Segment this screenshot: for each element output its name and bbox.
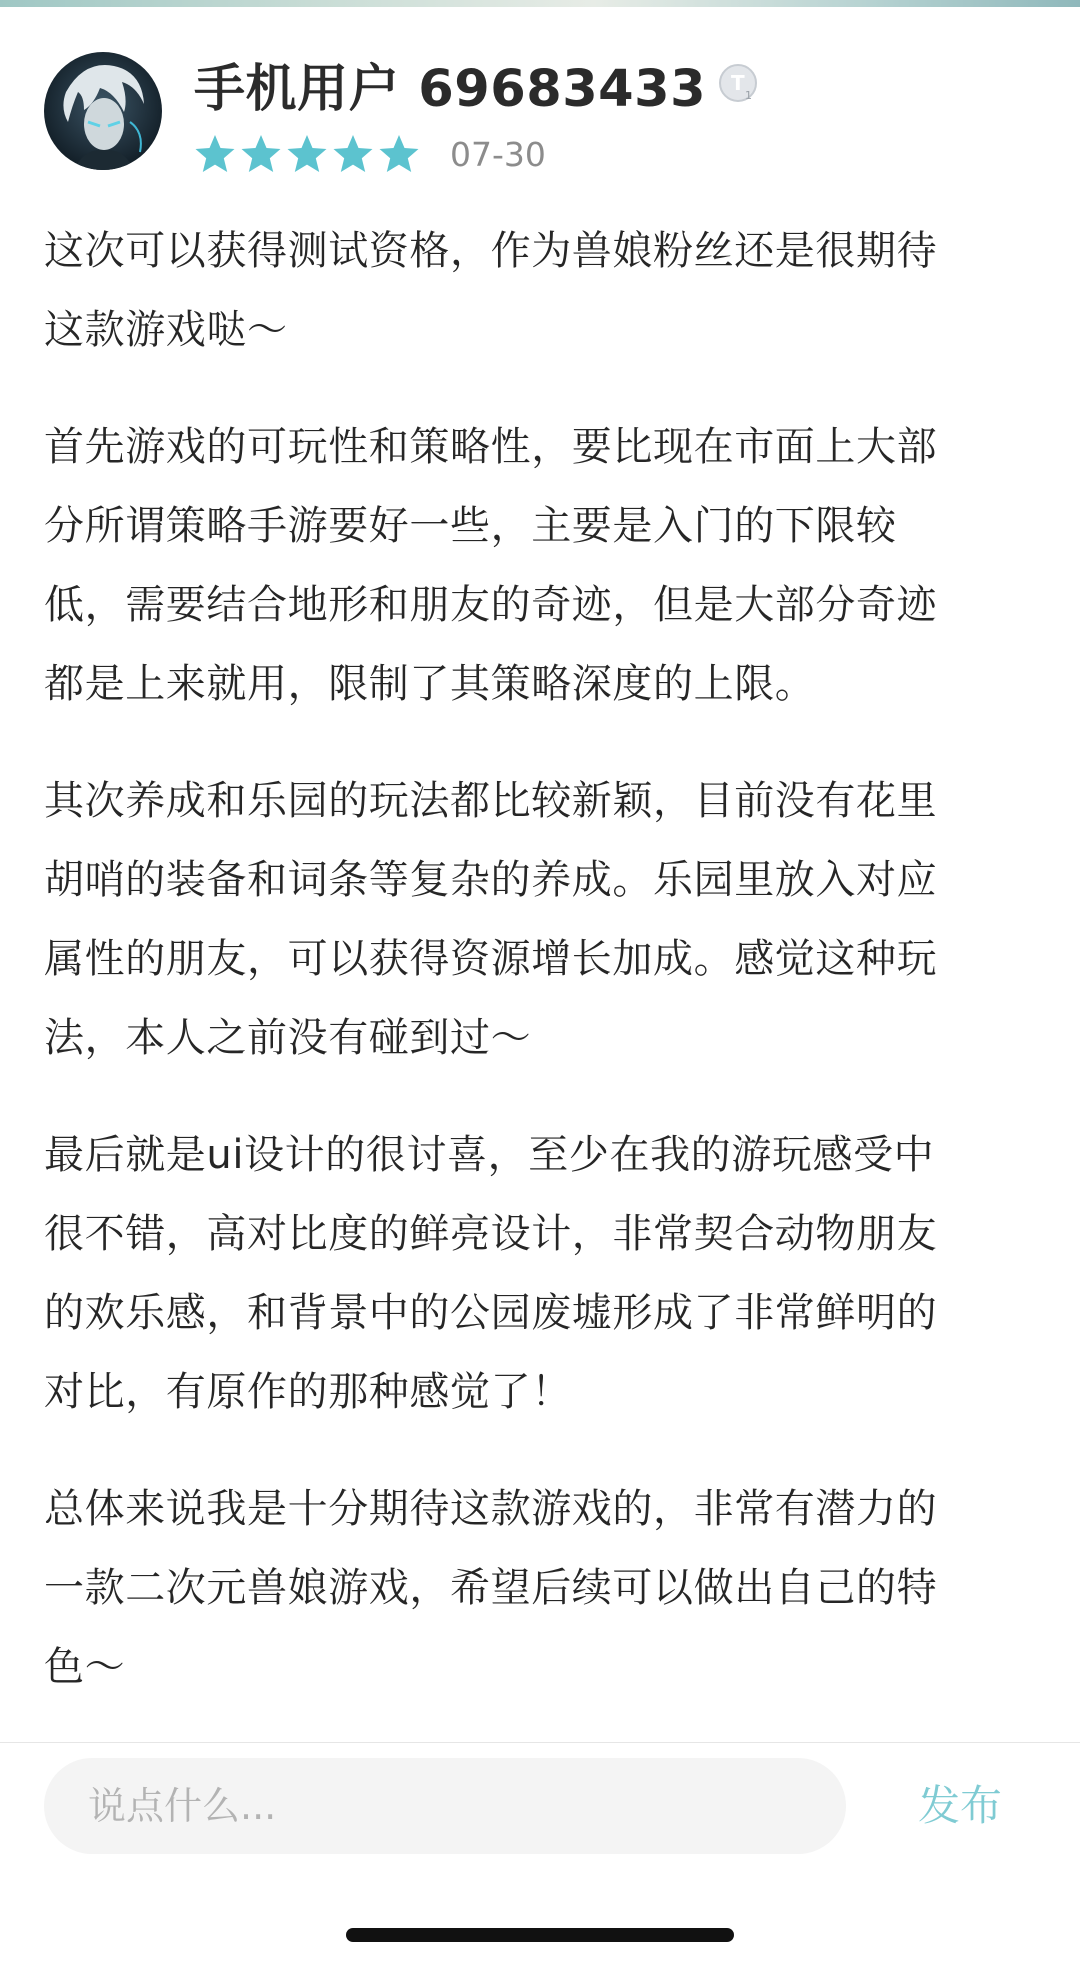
review-paragraph: 其次养成和乐园的玩法都比较新颖，目前没有花里 胡哨的装备和词条等复杂的养成。乐园里放入对应 属性的朋友，可以获得资源增长加成。感觉这种玩 法，本人之前没有碰到过～ <box>44 778 938 1061</box>
rating-row <box>194 130 994 178</box>
username[interactable]: 手机用户 69683433 <box>194 60 707 119</box>
comment-bar-divider <box>0 1742 1080 1743</box>
star-filled-icon <box>194 133 236 175</box>
review-header <box>44 52 1034 172</box>
review-paragraph: 首先游戏的可玩性和策略性，要比现在市面上大部 分所谓策略手游要好一些，主要是入门的下限较 低，需要结合地形和朋友的奇迹，但是大部分奇迹 都是上来就用，限制了其策略深度的上限。 <box>44 424 938 707</box>
review-paragraph: 这次可以获得测试资格，作为兽娘粉丝还是很期待 这款游戏哒～ <box>44 228 938 353</box>
star-rating <box>194 133 420 175</box>
review-paragraph: 总体来说我是十分期待这款游戏的，非常有潜力的 一款二次元兽娘游戏，希望后续可以做出自己的特 色～ <box>44 1486 938 1690</box>
user-info <box>194 52 994 178</box>
level-badge-icon <box>718 63 760 105</box>
svg-text:T: T <box>731 71 745 95</box>
home-indicator[interactable] <box>346 1928 734 1942</box>
review-paragraph: 最后就是ui设计的很讨喜，至少在我的游玩感受中 很不错，高对比度的鲜亮设计，非常契合动物朋友 的欢乐感，和背景中的公园废墟形成了非常鲜明的 对比，有原作的那种感觉了！ <box>44 1132 938 1415</box>
review-date: 07-30 <box>450 134 546 174</box>
svg-text:1: 1 <box>745 89 753 102</box>
star-filled-icon <box>240 133 282 175</box>
star-filled-icon <box>286 133 328 175</box>
star-filled-icon <box>332 133 374 175</box>
username-row <box>194 52 994 119</box>
publish-button[interactable]: 发布 <box>917 1781 1002 1830</box>
star-filled-icon <box>378 133 420 175</box>
comment-input[interactable] <box>44 1758 846 1854</box>
review-content <box>44 212 1044 1745</box>
avatar-image <box>44 52 162 170</box>
top-banner-image <box>0 0 1080 7</box>
avatar[interactable] <box>44 52 162 170</box>
